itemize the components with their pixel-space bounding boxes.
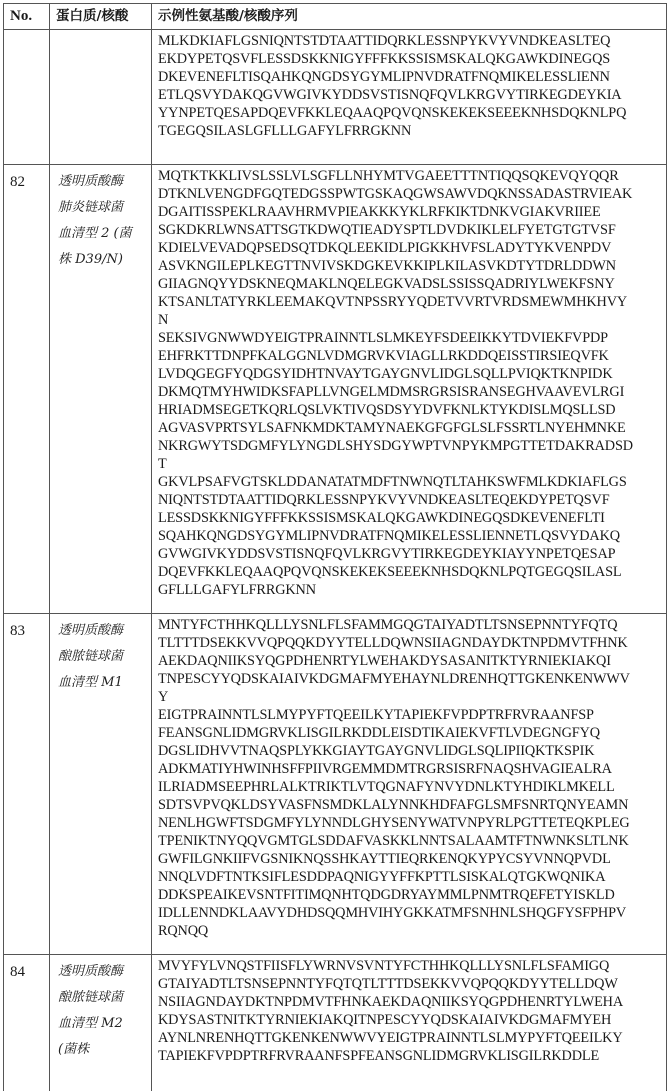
table-row	[4, 30, 667, 165]
sequence-line: DGSLIDHVVTNAQSPLYKKGIAYTGAYGNVLIDGLSQLIPIIQKTKSPIK	[158, 742, 666, 760]
sequence-line: KDIELVEVADQPSEDSQTDKQLEEKIDLPIGKKHVFSLADYTYKVENPDV	[158, 239, 666, 257]
protein-name-line: 酿脓链球菌	[58, 985, 147, 1011]
sequence-line: AGVASVPRTSYLSAFNKMDKTAMYNAEKGFGFGLSLFSSRTLNYEHMNKE	[158, 419, 666, 437]
protein-name-line: 血清型 M1	[58, 670, 147, 696]
sequence-line: T	[158, 455, 666, 473]
table-row	[4, 165, 667, 614]
protein-name-line: 肺炎链球菌	[58, 195, 147, 221]
sequence-line: TGEGQSILASLGFLLLGAFYLFRRGKNN	[158, 122, 666, 140]
sequence-line: EKDYPETQSVFLESSDSKKNIGYFFFKKSSISMSKALQKGAWKDINEGQS	[158, 50, 666, 68]
sequence-line: TLTTTDSEKKVVQPQQKDYYTELLDQWNSIIAGNDAYDKTNPDMVTFHNK	[158, 634, 666, 652]
table-row	[4, 955, 667, 1091]
sequence-line: AYNLNRENHQTTGKENKENWWVYEIGTPRAINNTLSLMYPYFTQEEILKY	[158, 1029, 666, 1047]
sequence-line: HRIADMSEGETKQRLQSLVKTIVQSDSYYDVFKNLKTYKDISLMQSLLSD	[158, 401, 666, 419]
sequence-line: MQTKTKKLIVSLSSLVLSGFLLNHYMTVGAEETTTNTIQQSQKEVQYQQR	[158, 167, 666, 185]
sequence-cell	[152, 955, 667, 1091]
sequence-line: YYNPETQESAPDQEVFKKLEQAAQPQVQNSKEKEKSEEEKNHSDQKNLPQ	[158, 104, 666, 122]
row-number	[4, 30, 50, 165]
protein-name-line: 血清型 M2	[58, 1011, 147, 1037]
sequence-line: NKRGWYTSDGMFYLYNGDLSHYSDGYWPTVNPYKMPGTTETDAKRADSD	[158, 437, 666, 455]
sequence-line: ADKMATIYHWINHSFFPIIVRGEMMDMTRGRSISRFNAQSHVAGIEALRA	[158, 760, 666, 778]
sequence-line: NENLHGWFTSDGMFYLYNNDLGHYSENYWATVNPYRLPGTTETEQKPLEG	[158, 814, 666, 832]
sequence-table	[3, 3, 667, 1091]
protein-name-line	[58, 34, 147, 60]
protein-name-line: (菌株	[58, 1037, 147, 1063]
protein-name-line	[58, 696, 147, 722]
sequence-line: ILRIADMSEEPHRLALKTRIKTLVTQGNAFYNVYDNLKTYHDIKLMKELL	[158, 778, 666, 796]
sequence-line: ETLQSVYDAKQGVWGIVKYDDSVSTISNQFQVLKRGVYTIRKEGDEYKIA	[158, 86, 666, 104]
protein-name-line	[58, 86, 147, 112]
sequence-line: GWFILGNKIIFVGSNIKNQSSHKAYTTIEQRKENQKYPYCSYVNNQPVDL	[158, 850, 666, 868]
protein-name-line: 酿脓链球菌	[58, 644, 147, 670]
row-number: 83	[4, 614, 50, 955]
sequence-cell	[152, 165, 667, 614]
sequence-line: GVWGIVKYDDSVSTISNQFQVLKRGVYTIRKEGDEYKIAYYNPETQESAP	[158, 545, 666, 563]
sequence-line: SGKDKRLWNSATTSGTKDWQTIEADYSPTLDVDKIKLELFYETGTGTVSF	[158, 221, 666, 239]
sequence-line: DKEVENEFLTISQAHKQNGDSYGYMLIPNVDRATFNQMIKELESSLIENN	[158, 68, 666, 86]
sequence-line: SQAHKQNGDSYGYMLIPNVDRATFNQMIKELESSLIENNETLQSVYDAKQ	[158, 527, 666, 545]
table-row	[4, 614, 667, 955]
sequence-line: EIGTPRAINNTLSLMYPYFTQEEILKYTAPIEKFVPDPTRFRVRAANFSP	[158, 706, 666, 724]
sequence-line: MLKDKIAFLGSNIQNTSTDTAATTIDQRKLESSNPYKVYVNDKEASLTEQ	[158, 32, 666, 50]
sequence-line: AEKDAQNIIKSYQGPDHENRTYLWEHAKDYSASANITKTYRNIEKIAKQI	[158, 652, 666, 670]
protein-name-line: 株 D39/N)	[58, 247, 147, 273]
sequence-line: SEKSIVGNWWDYEIGTPRAINNTLSLMKEYFSDEEIKKYTDVIEKFVPDP	[158, 329, 666, 347]
sequence-line: MNTYFCTHHKQLLLYSNLFLSFAMMGQGTAIYADTLTSNSEPNNTYFQTQ	[158, 616, 666, 634]
sequence-line: N	[158, 311, 666, 329]
sequence-line: DKMQTMYHWIDKSFAPLLVNGELMDMSRGRSISRANSEGHVAAVEVLRGI	[158, 383, 666, 401]
sequence-line: TNPESCYYQDSKAIAIVKDGMAFMYEHAYNLDRENHQTTGKENKENWWV	[158, 670, 666, 688]
sequence-line: NSIIAGNDAYDKTNPDMVTFHNKAEKDAQNIIKSYQGPDHENRTYLWEHA	[158, 993, 666, 1011]
sequence-line: FEANSGNLIDMGRVKLISGILRKDDLEISDTIKAIEKVFTLVDEGNGFYQ	[158, 724, 666, 742]
sequence-line: LVDQGEGFYQDGSYIDHTNVAYTGAYGNVLIDGLSQLLPVIQKTKNPIDK	[158, 365, 666, 383]
sequence-line: DTKNLVENGDFGQTEDGSSPWTGSKAQGWSAWVDQKNSSADASTRVIEAK	[158, 185, 666, 203]
sequence-line: KDYSASTNITKTYRNIEKIAKQITNPESCYYQDSKAIAIVKDGMAFMYEH	[158, 1011, 666, 1029]
sequence-line: RQNQQ	[158, 922, 666, 940]
sequence-line: LESSDSKKNIGYFFFKKSSISMSKALQKGAWKDINEGQSDKEVENEFLTI	[158, 509, 666, 527]
sequence-line: KTSANLTATYRKLEEMAKQVTNPSSRYYQDETVVRTVRDSMEWMHKHVY	[158, 293, 666, 311]
sequence-line: MVYFYLVNQSTFIISFLYWRNVSVNTYFCTHHKQLLLYSNLFLSFAMIGQ	[158, 957, 666, 975]
protein-name-line: 透明质酸酶	[58, 169, 147, 195]
sequence-line: NIQNTSTDTAATTIDQRKLESSNPYKVYVNDKEASLTEQEKDYPETQSVF	[158, 491, 666, 509]
sequence-line: Y	[158, 688, 666, 706]
protein-name-cell	[50, 165, 152, 614]
sequence-line: SDTSVPVQKLDSYVASFNSMDKLALYNNKHDFAFGLSMFSNRTQNYEAMN	[158, 796, 666, 814]
protein-name-line: 透明质酸酶	[58, 618, 147, 644]
table-body	[4, 30, 667, 1091]
sequence-line: GTAIYADTLTSNSEPNNTYFQTQTLTTTDSEKKVVQPQQKDYYTELLDQW	[158, 975, 666, 993]
sequence-line: GFLLLGAFYLFRRGKNN	[158, 581, 666, 599]
row-number: 82	[4, 165, 50, 614]
sequence-cell	[152, 30, 667, 165]
sequence-line: ASVKNGILEPLKEGTTNVIVSKDGKEVKKIPLKILASVKDTYTDRLDDWN	[158, 257, 666, 275]
protein-name-cell	[50, 30, 152, 165]
sequence-line: NNQLVDFTNTKSIFLESDDPAQNIGYYFFKPTTLSISKALQTGKWQNIKA	[158, 868, 666, 886]
sequence-line: DQEVFKKLEQAAQPQVQNSKEKEKSEEEKNHSDQKNLPQTGEGQSILASL	[158, 563, 666, 581]
header-no: No.	[4, 4, 50, 30]
sequence-line: TPENIKTNYQQVGMTGLSDDAFVASKKLNNTSALAAMTFTNWNKSLTLNK	[158, 832, 666, 850]
protein-name-line: 血清型 2 (菌	[58, 221, 147, 247]
sequence-cell	[152, 614, 667, 955]
sequence-line: DGAITISSPEKLRAAVHRMVPIEAKKKYKLRFKIKTDNKVGIAKVRIIEE	[158, 203, 666, 221]
table-header-row	[4, 4, 667, 30]
header-protein: 蛋白质/核酸	[50, 4, 152, 30]
protein-name-cell	[50, 614, 152, 955]
protein-name-cell	[50, 955, 152, 1091]
sequence-line: DDKSPEAIKEVSNTFITIMQNHTQDGDRYAYMMLPNMTRQEFETYISKLD	[158, 886, 666, 904]
sequence-line: GKVLPSAFVGTSKLDDANATATMDFTNWNQTLTAHKSWFMLKDKIAFLGS	[158, 473, 666, 491]
protein-name-line	[58, 60, 147, 86]
row-number: 84	[4, 955, 50, 1091]
sequence-line: IDLLENNDKLAAVYDHDSQQMHVIHYGKKATMFSNHNLSHQGFYSFPHPV	[158, 904, 666, 922]
sequence-line: GIIAGNQYYDSKNEQMAKLNQELEGKVADSLSSISSQADRIYLWEKFSNY	[158, 275, 666, 293]
header-sequence: 示例性氨基酸/核酸序列	[152, 4, 667, 30]
protein-name-line: 透明质酸酶	[58, 959, 147, 985]
sequence-line: TAPIEKFVPDPTRFRVRAANFSPFEANSGNLIDMGRVKLISGILRKDDLE	[158, 1047, 666, 1065]
protein-name-line	[58, 112, 147, 138]
sequence-line: EHFRKTTDNPFKALGGNLVDMGRVKVIAGLLRKDDQEISSTIRSIEQVFK	[158, 347, 666, 365]
